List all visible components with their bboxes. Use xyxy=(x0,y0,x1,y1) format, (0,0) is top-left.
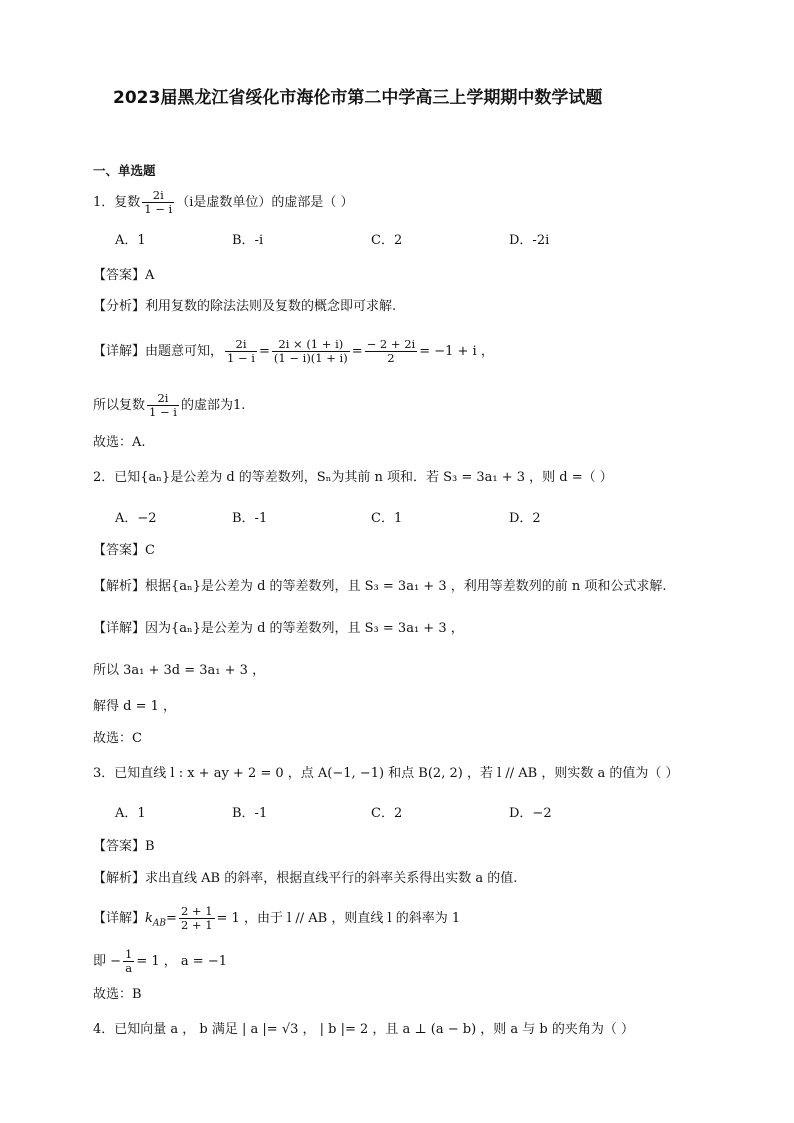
detail-line xyxy=(93,338,494,365)
answer-tag: 【答案】 xyxy=(93,543,146,558)
equals-sign: = xyxy=(258,344,270,359)
slope-symbol: k xyxy=(145,911,153,926)
question-text: 已知向量 a ， b 满足 | a |= √3 ， | b |= 2 ，且 a ⊥ (a − b) ，则 a 与 b 的夹角为（ ） xyxy=(114,1022,635,1037)
option-c: C．1 xyxy=(371,511,403,526)
option-c: C．2 xyxy=(371,806,403,821)
question-number: 3． xyxy=(93,766,115,781)
fraction xyxy=(225,338,257,365)
fraction-denominator: 2 + 1 xyxy=(180,918,213,932)
section-heading: 一、单选题 xyxy=(93,163,156,178)
fraction-numerator: 2i xyxy=(152,188,164,202)
choose-line: 故选：A. xyxy=(93,435,146,450)
analysis-line xyxy=(93,298,396,316)
detail-line-2: 所以 3a₁ + 3d = 3a₁ + 3 ， xyxy=(93,663,266,678)
fraction-denominator: 1 − i xyxy=(227,351,255,365)
answer-tag: 【答案】 xyxy=(93,268,146,283)
question-text: 已知{aₙ}是公差为 d 的等差数列，Sₙ为其前 n 项和．若 S₃ = 3a₁ + 3 ，则 d =（ ） xyxy=(114,470,613,485)
detail-text: 即 − xyxy=(93,954,122,969)
fraction xyxy=(365,338,418,365)
analysis-text: 根据{aₙ}是公差为 d 的等差数列，且 S₃ = 3a₁ + 3 ，利用等差数列的前 n 项和公式求解. xyxy=(145,579,667,594)
analysis-text: 利用复数的除法法则及复数的概念即可求解. xyxy=(145,299,397,314)
analysis-tag: 【解析】 xyxy=(93,871,146,886)
question-number: 1． xyxy=(93,195,115,210)
detail-tag: 【详解】 xyxy=(93,621,146,636)
option-d: D．2 xyxy=(509,511,541,526)
question-text: 已知直线 l : x + ay + 2 = 0 ，点 A(−1, −1) 和点 B(2, 2) ，若 l // AB ，则实数 a 的值为（ ） xyxy=(114,766,679,781)
option-c: C．2 xyxy=(371,233,403,248)
option-b: B．-1 xyxy=(232,511,268,526)
question-2-stem xyxy=(93,469,613,487)
detail-tag: 【详解】 xyxy=(93,911,146,926)
detail-text: 的虚部为1. xyxy=(180,398,246,413)
option-a: A．1 xyxy=(115,806,146,821)
equals-sign: = xyxy=(351,344,363,359)
question-number: 2． xyxy=(93,470,115,485)
fraction xyxy=(179,905,215,932)
detail-line xyxy=(93,905,460,933)
fraction-denominator: 1 − i xyxy=(149,405,177,419)
detail-text: 由题意可知， xyxy=(145,344,224,359)
detail-line-3: 解得 d = 1 ， xyxy=(93,699,177,714)
analysis-text: 求出直线 AB 的斜率，根据直线平行的斜率关系得出实数 a 的值. xyxy=(145,871,518,886)
question-4-stem xyxy=(93,1021,634,1039)
answer-value: C xyxy=(145,543,155,558)
option-d: D．−2 xyxy=(509,806,552,821)
detail-text: = 1 ，由于 l // AB ，则直线 l 的斜率为 1 xyxy=(216,911,461,926)
fraction xyxy=(272,338,350,365)
answer-line xyxy=(93,542,155,560)
option-d: D．-2i xyxy=(509,233,550,248)
answer-tag: 【答案】 xyxy=(93,839,146,854)
detail-tag: 【详解】 xyxy=(93,344,146,359)
fraction-numerator: 2 + 1 xyxy=(180,904,213,918)
fraction-numerator: − 2 + 2i xyxy=(366,337,416,351)
analysis-tag: 【解析】 xyxy=(93,579,146,594)
fraction-denominator: a xyxy=(123,961,134,975)
analysis-tag: 【分析】 xyxy=(93,299,146,314)
slope-subscript: AB xyxy=(152,918,167,929)
fraction-numerator: 2i × (1 + i) xyxy=(278,337,344,351)
fraction-numerator: 2i xyxy=(235,337,247,351)
option-b: B．-1 xyxy=(232,806,268,821)
answer-line xyxy=(93,838,155,856)
option-b: B．-i xyxy=(232,233,264,248)
choose-line: 故选：C xyxy=(93,731,142,746)
question-number: 4． xyxy=(93,1022,115,1037)
fraction xyxy=(123,948,134,975)
fraction-numerator: 1 xyxy=(125,947,133,961)
fraction-denominator: 2 xyxy=(365,351,418,365)
answer-value: B xyxy=(145,839,155,854)
question-text: （i是虚数单位）的虚部是（ ） xyxy=(176,195,354,210)
detail-text: 所以复数 xyxy=(93,398,146,413)
analysis-line xyxy=(93,578,667,596)
detail-line xyxy=(93,620,464,638)
choose-line: 故选：B xyxy=(93,987,142,1002)
answer-value: A xyxy=(145,268,155,283)
fraction xyxy=(147,392,179,419)
detail-line-2 xyxy=(93,948,227,975)
detail-text: 因为{aₙ}是公差为 d 的等差数列，且 S₃ = 3a₁ + 3 ， xyxy=(145,621,464,636)
answer-line xyxy=(93,267,154,285)
question-text: 复数 xyxy=(114,195,141,210)
fraction-numerator: 2i xyxy=(157,391,169,405)
question-3-stem xyxy=(93,765,678,783)
option-a: A．−2 xyxy=(115,511,157,526)
fraction-denominator: (1 − i)(1 + i) xyxy=(273,351,348,365)
equals-sign: = xyxy=(166,911,177,926)
question-1-stem xyxy=(93,189,354,216)
detail-tail: = −1 + i ， xyxy=(419,344,494,359)
page-title: 2023届黑龙江省绥化市海伦市第二中学高三上学期期中数学试题 xyxy=(113,88,603,108)
detail-line-2 xyxy=(93,392,245,419)
fraction xyxy=(142,189,174,216)
option-a: A．1 xyxy=(115,233,146,248)
detail-text: = 1 ， a = −1 xyxy=(136,954,227,969)
fraction-denominator: 1 − i xyxy=(144,202,173,216)
analysis-line xyxy=(93,870,517,888)
